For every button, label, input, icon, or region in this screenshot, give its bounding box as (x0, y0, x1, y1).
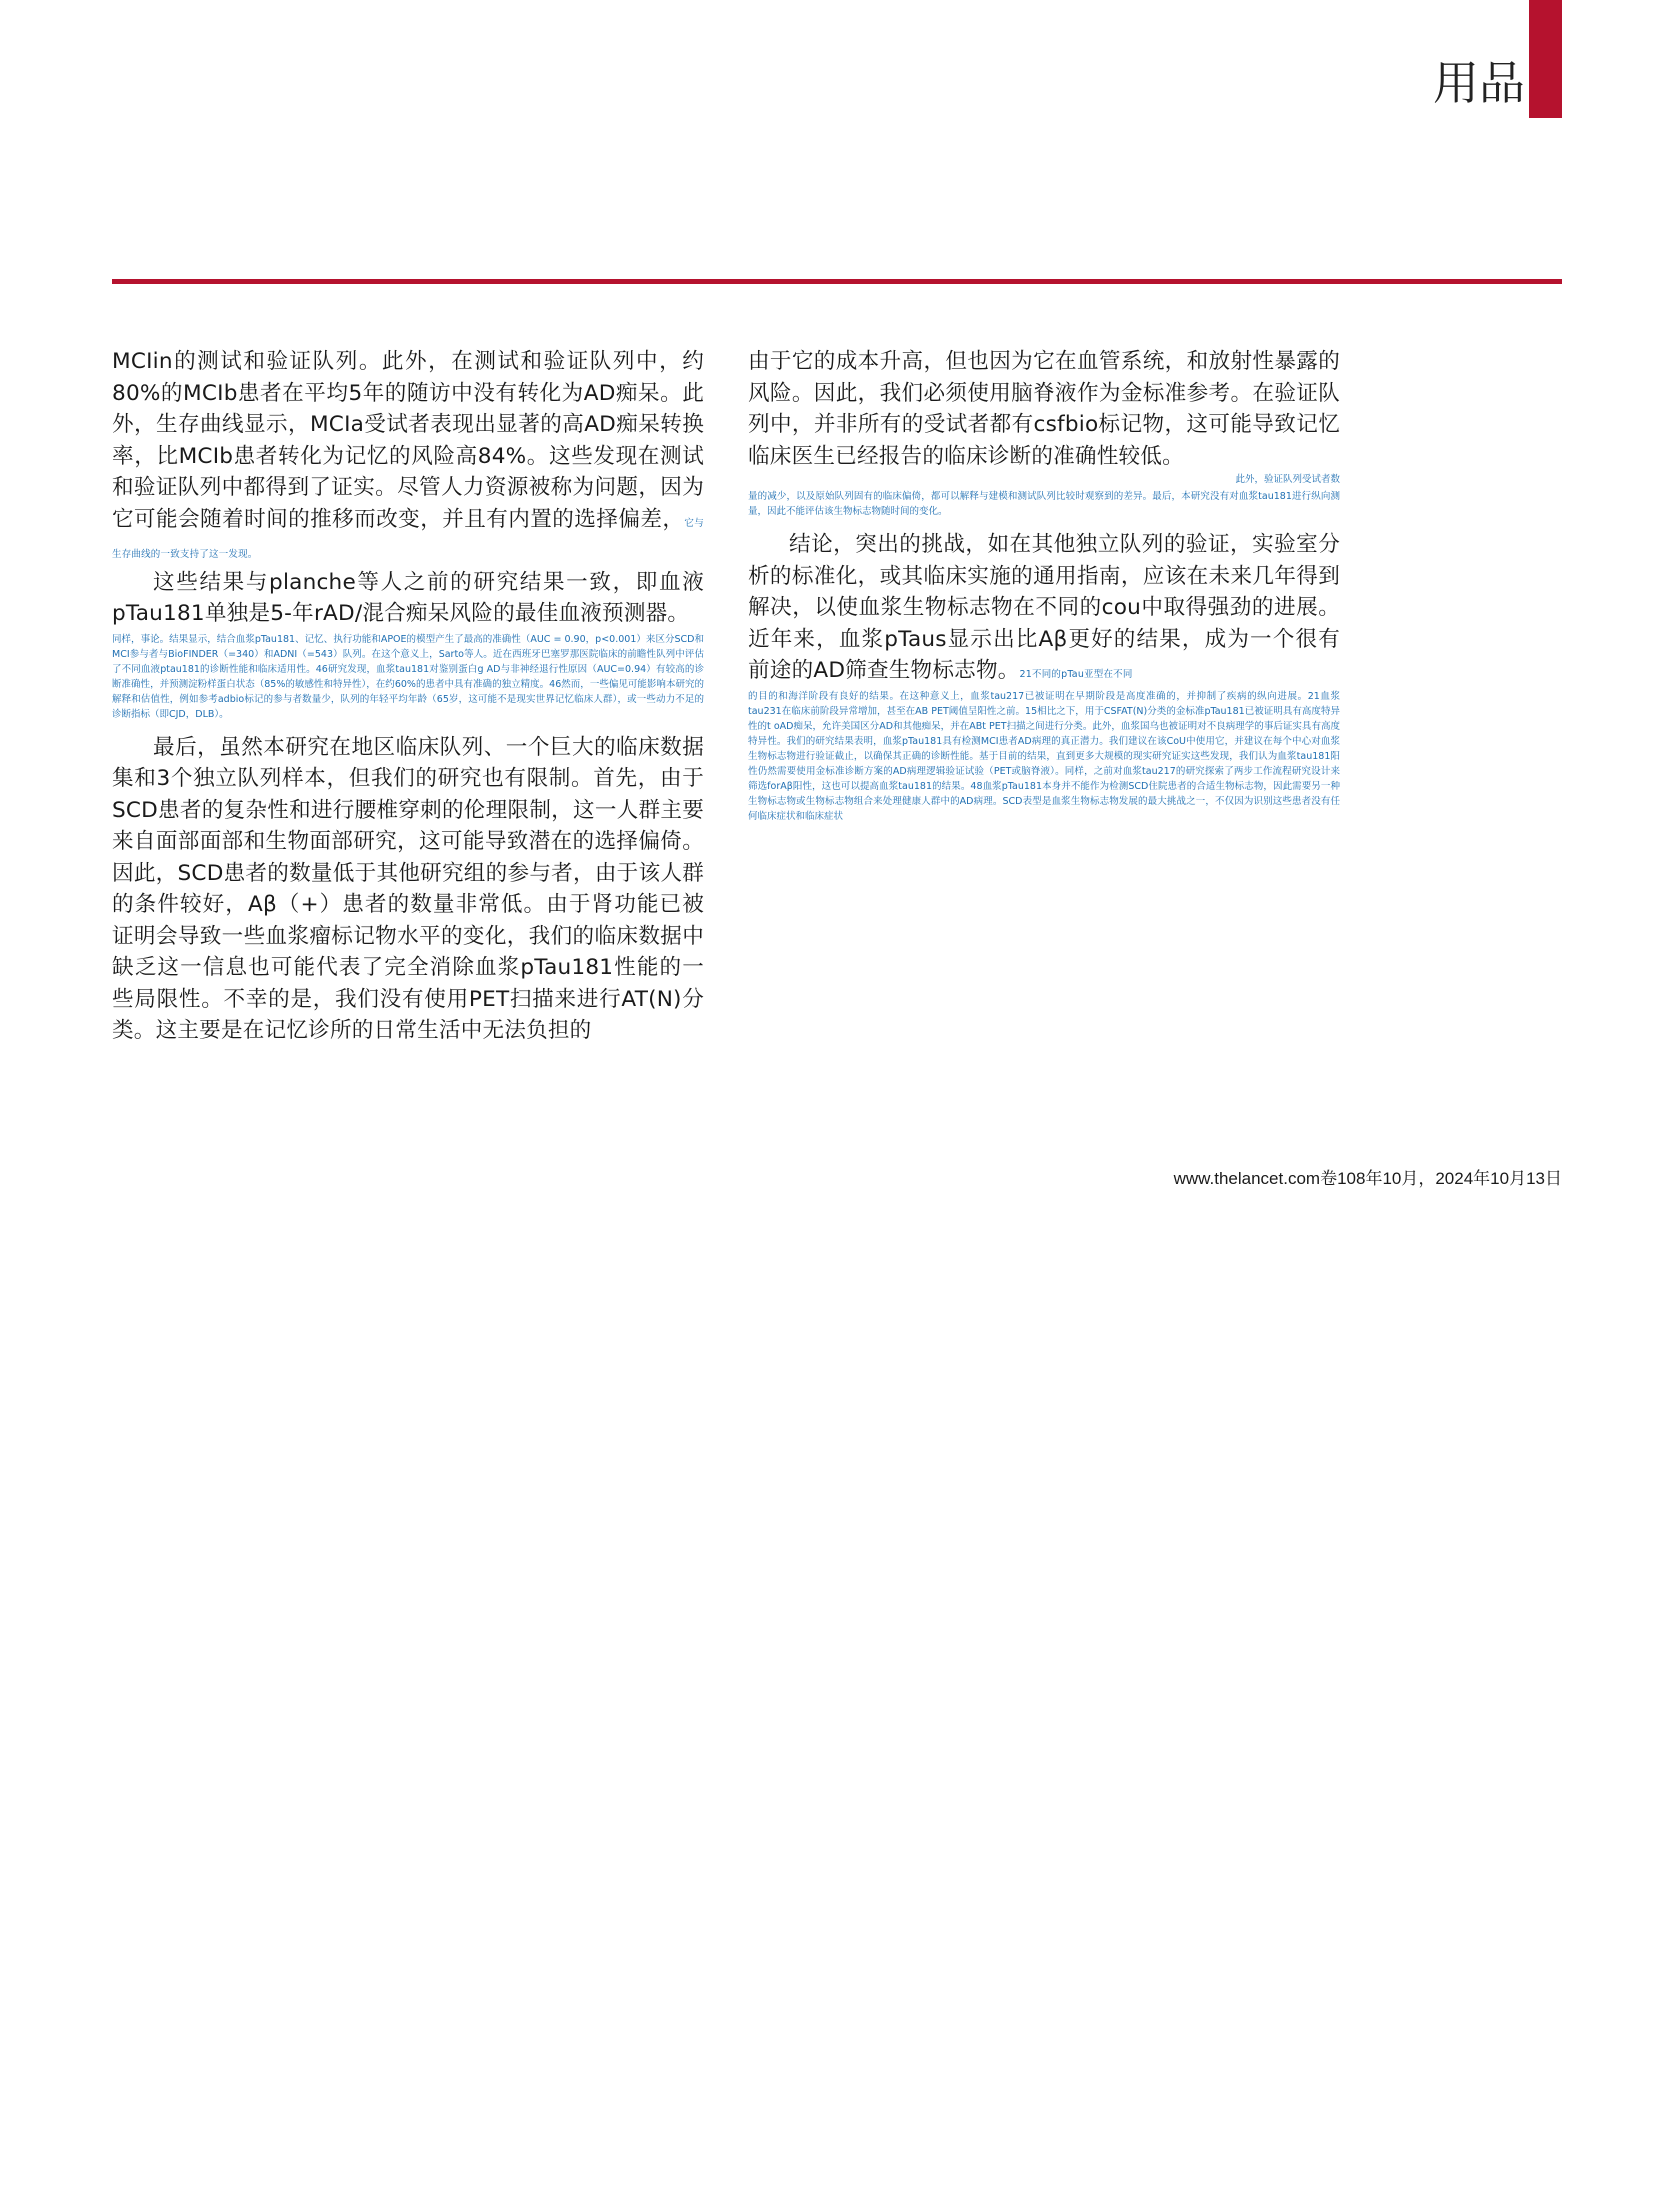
left-paragraph-1-text: MCIin的测试和验证队列。此外，在测试和验证队列中，约80%的MCIb患者在平均5年的随访中没有转化为AD痴呆。此外，生存曲线显示，MCIa受试者表现出显著的高AD痴呆转换率，比MCIb患者转化为记忆的风险高84%。这些发现在测试和验证队列中都得到了证实。尽管人力资源被称为问题，因为它可能会随着时间的推移而改变，并且有内置的选择偏差， (112, 349, 704, 532)
right-paragraph-1-note: 量的减少，以及原始队列固有的临床偏倚，都可以解释与建模和测试队列比较时观察到的差异。最后，本研究没有对血浆tau181进行纵向测量，因此不能评估该生物标志物随时间的变化。 (748, 491, 1340, 517)
right-paragraph-1: 由于它的成本升高，但也因为它在血管系统，和放射性暴露的风险。因此，我们必须使用脑脊液作为金标准参考。在验证队列中，并非所有的受试者都有csfbio标记物，这可能导致记忆临床医生已经报告的临床诊断的准确性较低。 (748, 349, 1340, 469)
left-paragraph-3: 最后，虽然本研究在地区临床队列、一个巨大的临床数据集和3个独立队列样本，但我们的研究也有限制。首先，由于SCD患者的复杂性和进行腰椎穿刺的伦理限制，这一人群主要来自面部面部和生物面部研究，这可能导致潜在的选择偏倚。因此，SCD患者的数量低于其他研究组的参与者，由于该人群的条件较好，Aβ（+）患者的数量非常低。由于肾功能已被证明会导致一些血浆瘤标记物水平的变化，我们的临床数据中缺乏这一信息也可能代表了完全消除血浆pTau181性能的一些局限性。不幸的是，我们没有使用PET扫描来进行AT(N)分类。这主要是在记忆诊所的日常生活中无法负担的 (112, 734, 704, 1043)
right-paragraph-2-inline-note: 21不同的pTau亚型在不同 (1019, 669, 1133, 680)
left-paragraph-2-note: 同样，事论。结果显示，结合血浆pTau181、记忆、执行功能和APOE的模型产生了最高的准确性（AUC = 0.90，p<0.001）来区分SCD和MCI参与者与BioFINDER（=340）和ADNI（=543）队列。在这个意义上，Sarto等人。近在西班牙巴塞罗那医院临床的前瞻性队列中评估了不同血液ptau181的诊断性能和临床适用性。46研究发现，血浆tau181对鉴别蛋白g AD与非神经退行性原因（AUC=0.94）有较高的诊断准确性，并预测淀粉样蛋白状态（85%的敏感性和特异性），在约60%的患者中具有准确的独立精度。46然而，一些偏见可能影响本研究的解释和估值性，例如参考adbio标记的参与者数量少，队列的年轻平均年龄（65岁，这可能不是现实世界记忆临床人群），或一些动力不足的诊断指标（即CJD，DLB）。 (112, 633, 704, 720)
right-paragraph-2-note: 的目的和海洋阶段有良好的结果。在这种意义上，血浆tau217已被证明在早期阶段是高度准确的，并抑制了疾病的纵向进展。21血浆tau231在临床前阶段异常增加，甚至在AB PET阈值呈阳性之前。15相比之下，用于CSFAT(N)分类的金标准pTau181已被证明具有高度特异性的t oAD痴呆，允许美国区分AD和其他痴呆，并在ABt PET扫描之间进行分类。此外，血浆国乌也被证明对不良病理学的事后证实具有高度特异性。我们的研究结果表明，血浆pTau181具有检测MCI患者AD病理的真正潜力。我们建议在该CoU中使用它，并建议在每个中心对血浆生物标志物进行验证截止，以确保其正确的诊断性能。基于目前的结果，直到更多大规模的现实研究证实这些发现，我们认为血浆tau181阳性仍然需要使用金标准诊断方案的AD病理逻辑验证试验（PET或脑脊液）。同样，之前对血浆tau217的研究探索了两步工作流程研究设计来筛选forAβ阳性，这也可以提高血浆tau181的结果。48血浆pTau181本身并不能作为检测SCD住院患者的合适生物标志物，因此需要另一种生物标志物或生物标志物组合来处理健康人群中的AD病理。SCD表型是血浆生物标志物发展的最大挑战之一，不仅因为识别这些患者没有任何临床症状和临床症状 (748, 690, 1340, 822)
section-color-tab (1529, 0, 1562, 118)
right-paragraph-2-text: 结论，突出的挑战，如在其他独立队列的验证，实验室分析的标准化，或其临床实施的通用指南，应该在未来几年得到解决，以使血浆生物标志物在不同的cou中取得强劲的进展。近年来，血浆pTaus显示出比Aβ更好的结果，成为一个很有前途的AD筛查生物标志物。 (748, 532, 1340, 683)
right-paragraph-2 (748, 529, 1340, 687)
left-paragraph-1-note: 它与生存曲线的一致支持了这一发现。 (112, 517, 704, 560)
left-paragraph-2: 这些结果与planche等人之前的研究结果一致，即血液pTau181单独是5-年rAD/混合痴呆风险的最佳血液预测器。 (112, 569, 704, 626)
footer-citation: www.thelancet.com卷108年10月，2024年10月13日 (1173, 1169, 1562, 1188)
section-label: 用品 (1433, 56, 1525, 110)
right-column (748, 346, 1340, 834)
left-column (112, 346, 704, 1047)
right-paragraph-1-note-heading: 此外，验证队列受试者数 (1235, 474, 1340, 485)
header-rule (112, 279, 1562, 284)
left-paragraph-1 (112, 346, 704, 567)
